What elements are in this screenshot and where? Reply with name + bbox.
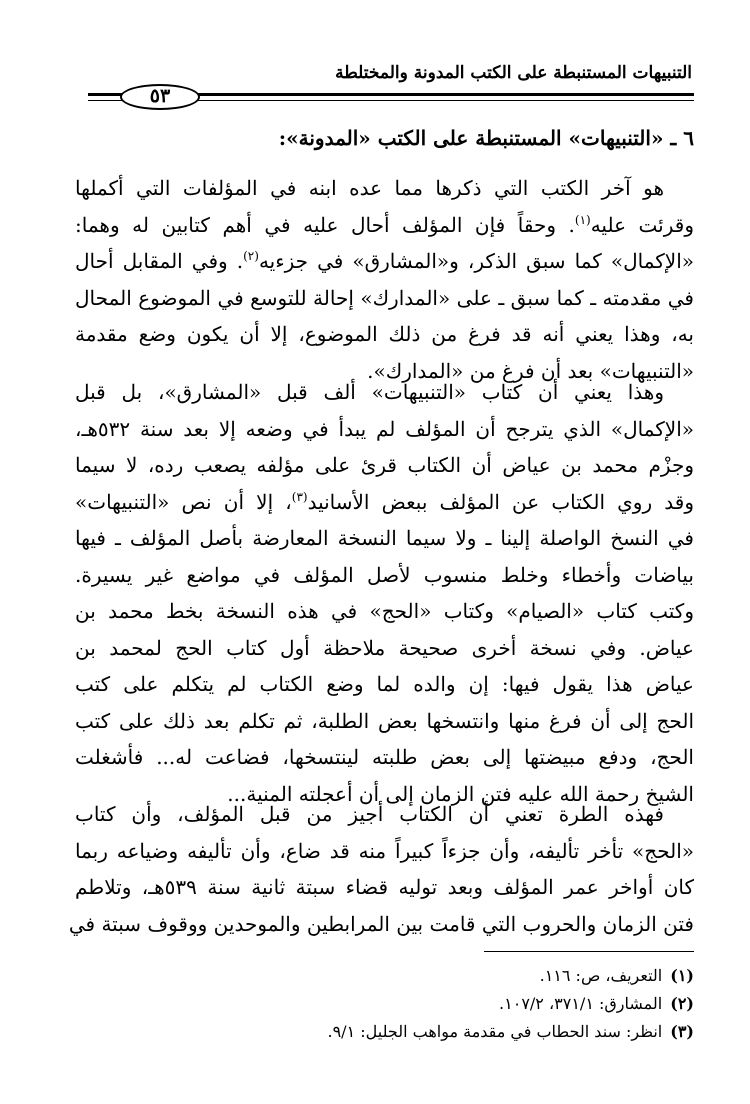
footnote-ref: (٢)	[243, 249, 259, 263]
paragraph-3	[68, 796, 694, 942]
text-line: في النسخ الواصلة إلينا ـ ولا سيما النسخة المعارضة بأصل المؤلف ـ فيها	[75, 526, 694, 550]
page-number: ٥٣	[120, 84, 200, 110]
paragraph-1	[75, 170, 694, 389]
text-line: كان أواخر عمر المؤلف وبعد توليه قضاء سبتة ثانية سنة ٥٣٩هـ، وتلاطم	[75, 875, 694, 899]
footnote: (٣)انظر: سند الحطاب في مقدمة مواهب الجليل: ٩/١.	[327, 1022, 694, 1041]
text-line: في مقدمته ـ كما سبق ـ على «المدارك» إحالة للتوسع في الموضوع المحال	[75, 285, 694, 310]
running-title: التنبيهات المستنبطة على الكتب المدونة والمختلطة	[335, 63, 692, 83]
text-line: وجزْم محمد بن عياض أن الكتاب قرئ على مؤلفه يصعب رده، لا سيما	[75, 453, 694, 477]
text-line: «الحج» تأخر تأليفه، وأن جزءاً كبيراً منه قد ضاع، وأن تأليفه وضياعه ربما	[75, 838, 694, 863]
text-line: «الإكمال» كما سبق الذكر، و«المشارق» في جزءيه$^{(٢)}$. وفي المقابل أحال	[75, 249, 695, 273]
text-line: فتن الزمان والحروب التي قامت بين المرابطين والموحدين ووقوف سبتة في	[68, 911, 694, 936]
text-line: بياضات وأخطاء وخلط منسوب لأصل المؤلف في مواضع غير يسيرة.	[75, 562, 694, 587]
footnote-divider	[484, 951, 694, 952]
paragraph-2	[75, 374, 694, 812]
text-line: «الإكمال» الذي يترجح أن المؤلف لم يبدأ في وضعه إلا بعد سنة ٥٣٢هـ،	[75, 416, 694, 441]
footnote-ref: (٣)	[291, 489, 308, 504]
section-title: ٦ ـ «التنبيهات» المستنبطة على الكتب «المدونة»:	[278, 126, 694, 150]
footnotes	[327, 962, 694, 1046]
text-line: وقرئت عليه$^{(١)}$. وحقاً فإن المؤلف أحال عليه في أهم كتابين له وهما:	[75, 212, 694, 237]
text-line: به، وهذا يعني أنه قد فرغ من ذلك الموضوع، إلا أن يكون وضع مقدمة	[75, 322, 694, 346]
text-line: الحج إلى أن فرغ منها وانتسخها بعض الطلبة، ثم تكلم بعد ذلك على كتب	[75, 708, 694, 733]
text-line: هو آخر الكتب التي ذكرها مما عده ابنه في المؤلفات التي أكملها	[75, 176, 664, 200]
footnote-ref: (١)	[574, 212, 591, 227]
footnote: (١)التعريف، ص: ١١٦.	[539, 966, 694, 985]
text-line: وقد روي الكتاب عن المؤلف ببعض الأسانيد$^{(٣)}$، إلا أن نص «التنبيهات»	[75, 489, 694, 514]
text-line: عياض. وفي نسخة أخرى صحيحة ملاحظة أول كتاب الحج لمحمد بن	[75, 635, 694, 660]
text-line: الشيخ رحمة الله عليه فتن الزمان إلى أن أعجلته المنية...	[227, 781, 694, 806]
text-line: وكتب كتاب «الصيام» وكتاب «الحج» في هذه النسخة بخط محمد بن	[75, 599, 694, 623]
text-line: فهذه الطرة تعني أن الكتاب أجيز من قبل المؤلف، وأن كتاب	[75, 802, 664, 826]
footnote: (٢)المشارق: ٣٧١/١، ١٠٧/٢.	[499, 994, 694, 1013]
text-line: «التنبيهات» بعد أن فرغ من «المدارك».	[367, 358, 694, 383]
text-line: الحج، ودفع مبيضتها إلى بعض طلبته لينتسخها، فضاعت له... فأشغلت	[75, 745, 694, 769]
text-line: عياض هذا يقول فيها: إن والده لما وضع الكتاب لم يتكلم على كتب	[75, 672, 694, 696]
text-line: وهذا يعني أن كتاب «التنبيهات» ألف قبل «المشارق»، بل قبل	[75, 380, 664, 404]
